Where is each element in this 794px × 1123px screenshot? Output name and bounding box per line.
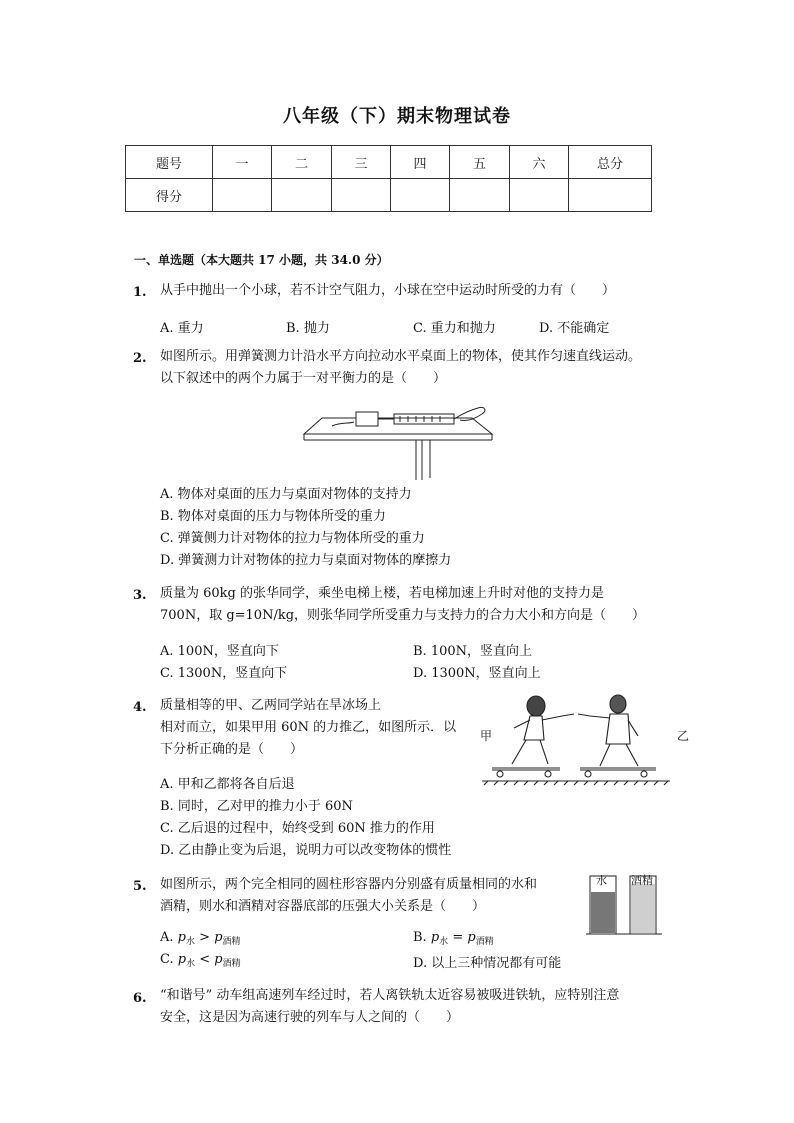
score-header-cell: 总分 (569, 146, 652, 179)
score-cell[interactable] (450, 179, 510, 212)
question-text: 质量为 60kg 的张华同学，乘坐电梯上楼，若电梯加速上升时对他的支持力是 (160, 586, 605, 601)
option-d[interactable]: D. 弹簧测力计对物体的拉力与桌面对物体的摩擦力 (160, 553, 452, 568)
question-text: 以下叙述中的两个力属于一对平衡力的是（ ） (160, 371, 447, 386)
pressure-symbol: p (214, 930, 223, 945)
option-letter: C. (160, 952, 178, 967)
pressure-symbol: p (177, 952, 187, 967)
figure-label-jia: 甲 (480, 729, 493, 743)
pressure-symbol: p (430, 930, 440, 945)
question-text: 下分析正确的是（ ） (160, 742, 304, 757)
score-header-cell: 六 (510, 146, 569, 179)
question-text: 从手中抛出一个小球，若不计空气阻力，小球在空中运动时所受的力有（ ） (160, 283, 616, 298)
figure-label-yi: 乙 (677, 729, 690, 743)
page-title: 八年级（下）期末物理试卷 (283, 106, 511, 127)
score-table-score-row (126, 179, 652, 212)
subscript-water: 水 (185, 937, 195, 947)
question-number: 5. (133, 879, 147, 894)
option-letter: B. (413, 930, 431, 945)
score-cell[interactable] (510, 179, 569, 212)
subscript-alcohol: 酒精 (475, 937, 494, 947)
question-text: 质量相等的甲、乙两同学站在旱冰场上 (160, 698, 382, 713)
relation-symbol: < (199, 952, 211, 967)
question-number: 1. (133, 285, 147, 300)
score-cell[interactable] (213, 179, 272, 212)
question-text: 相对而立，如果甲用 60N 的力推乙，如图所示．以 (160, 720, 457, 735)
question-text: 酒精，则水和酒精对容器底部的压强大小关系是（ ） (160, 899, 486, 914)
subscript-water: 水 (439, 937, 449, 947)
option-b[interactable]: B. 物体对桌面的压力与物体所受的重力 (160, 509, 386, 524)
question-number: 2. (133, 351, 147, 366)
score-row-label: 得分 (126, 179, 213, 212)
question-number: 4. (133, 700, 147, 715)
option-c[interactable] (160, 952, 241, 967)
question-text: 如图所示。用弹簧测力计沿水平方向拉动水平桌面上的物体，使其作匀速直线运动。 (160, 349, 642, 364)
pressure-symbol: p (467, 930, 476, 945)
option-b[interactable]: B. 同时，乙对甲的推力小于 60N (160, 799, 353, 814)
subscript-alcohol: 酒精 (222, 959, 241, 969)
score-cell[interactable] (332, 179, 391, 212)
relation-symbol: > (199, 930, 211, 945)
section-heading: 一、单选题（本大题共 17 小题，共 34.0 分） (134, 253, 389, 267)
option-d[interactable]: D. 乙由静止变为后退，说明力可以改变物体的惯性 (160, 843, 452, 858)
score-cell[interactable] (391, 179, 450, 212)
option-letter: A. (160, 930, 178, 945)
option-c[interactable]: C. 1300N，竖直向下 (160, 666, 288, 681)
subscript-alcohol: 酒精 (222, 937, 241, 947)
score-table (125, 145, 652, 212)
figure-label-alcohol: 酒精 (631, 874, 653, 887)
question-number: 3. (133, 588, 147, 603)
score-header-cell: 二 (272, 146, 332, 179)
skaters-pushing-figure (478, 688, 684, 786)
option-a[interactable] (160, 930, 241, 945)
option-d[interactable]: D. 以上三种情况都有可能 (413, 956, 562, 971)
score-cell[interactable] (272, 179, 332, 212)
option-a[interactable]: A. 重力 (160, 321, 204, 336)
score-header-cell: 一 (213, 146, 272, 179)
option-d[interactable]: D. 1300N，竖直向上 (413, 666, 541, 681)
score-header-cell: 三 (332, 146, 391, 179)
score-header-cell: 题号 (126, 146, 213, 179)
question-text: “和谐号” 动车组高速列车经过时，若人离铁轨太近容易被吸进铁轨，应特别注意 (160, 988, 620, 1003)
score-table-header-row (126, 146, 652, 179)
option-b[interactable]: B. 抛力 (286, 321, 330, 336)
option-a[interactable]: A. 物体对桌面的压力与桌面对物体的支持力 (160, 487, 412, 502)
option-a[interactable]: A. 甲和乙都将各自后退 (160, 777, 295, 792)
subscript-water: 水 (186, 959, 196, 969)
question-number: 6. (133, 991, 147, 1006)
option-b[interactable]: B. 100N，竖直向上 (413, 644, 533, 659)
spring-scale-table-figure (296, 400, 496, 482)
option-a[interactable]: A. 100N，竖直向下 (160, 644, 279, 659)
option-c[interactable]: C. 乙后退的过程中，始终受到 60N 推力的作用 (160, 821, 435, 836)
question-text: 安全，这是因为高速行驶的列车与人之间的（ ） (160, 1010, 460, 1025)
relation-symbol: = (452, 930, 464, 945)
question-text: 如图所示，两个完全相同的圆柱形容器内分别盛有质量相同的水和 (160, 877, 538, 892)
pressure-symbol: p (177, 930, 186, 945)
pressure-symbol: p (214, 952, 223, 967)
question-text: 700N，取 g=10N/kg，则张华同学所受重力与支持力的合力大小和方向是（ ） (160, 608, 646, 623)
option-c[interactable]: C. 弹簧侧力计对物体的拉力与物体所受的重力 (160, 531, 425, 546)
option-c[interactable]: C. 重力和抛力 (413, 321, 496, 336)
option-d[interactable]: D. 不能确定 (539, 321, 610, 336)
figure-label-water: 水 (596, 874, 607, 887)
score-cell[interactable] (569, 179, 652, 212)
option-b[interactable] (413, 930, 494, 945)
score-header-cell: 四 (391, 146, 450, 179)
score-header-cell: 五 (450, 146, 510, 179)
